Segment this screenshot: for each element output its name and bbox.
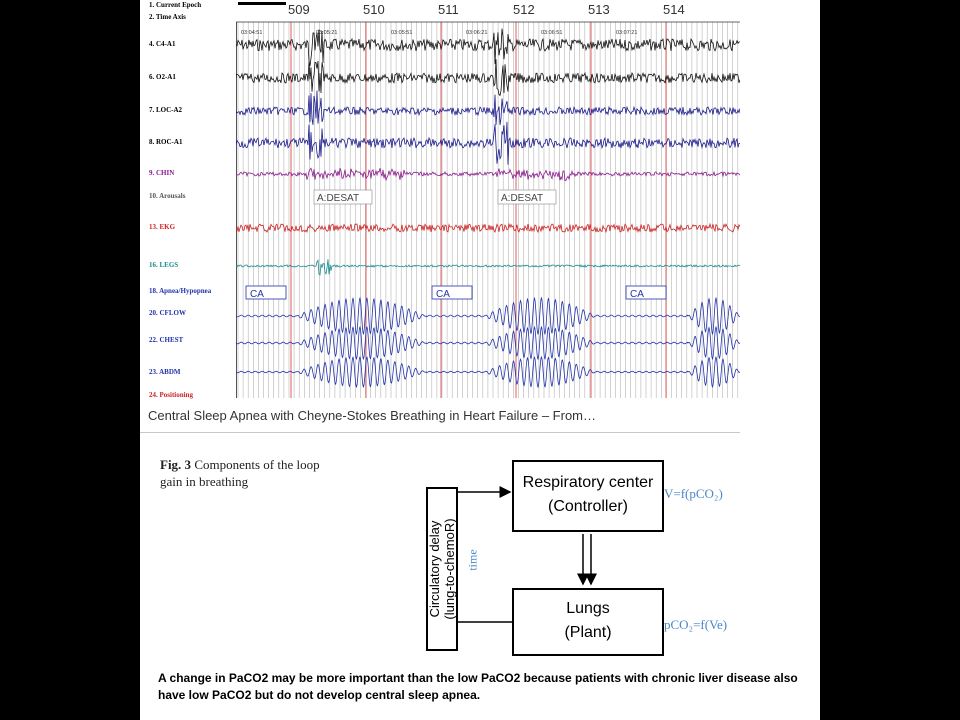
controller-subtitle: (Controller) — [547, 498, 628, 515]
channel-label: 13. EKG — [149, 223, 176, 231]
delay-subtitle: (lung-to-chemoR) — [442, 518, 457, 620]
delay-title: Circulatory delay — [427, 520, 442, 618]
pco2-formula: pCO₂=f(Ve) — [664, 617, 728, 632]
channel-label: 7. LOC-A2 — [149, 106, 183, 114]
channel-label: 10. Arousals — [149, 192, 186, 200]
time-stamp: 03:06:21 — [466, 30, 488, 36]
circulatory-delay-text — [427, 518, 457, 619]
central-apnea-label: CA — [436, 289, 450, 300]
figure-label: Fig. 3 — [160, 457, 192, 472]
channel-label: 2. Time Axis — [149, 13, 186, 21]
epoch-number: 509 — [288, 2, 310, 17]
channel-label: 23. ABDM — [149, 368, 181, 376]
channel-label: 18. Apnea/Hypopnea — [149, 287, 212, 295]
lungs-box — [512, 588, 664, 656]
time-stamp: 03:05:51 — [391, 30, 413, 36]
channel-label: 6. O2-A1 — [149, 73, 176, 81]
epoch-number: 514 — [663, 2, 685, 17]
plant-title: Lungs — [566, 600, 610, 617]
central-apnea-label: CA — [630, 289, 644, 300]
polysomnography-recording — [146, 0, 740, 398]
time-stamp: 03:06:51 — [541, 30, 563, 36]
ventilation-formula: V=f(pCO₂) — [664, 486, 723, 501]
psg-trace-area — [236, 0, 740, 398]
time-stamp: 03:04:51 — [241, 30, 263, 36]
figure-title: Components of the loop gain in breathing — [160, 457, 320, 489]
channel-label: 20. CFLOW — [149, 309, 186, 317]
slide — [140, 0, 820, 720]
central-apnea-label: CA — [250, 289, 264, 300]
channel-label: 4. C4-A1 — [149, 40, 176, 48]
channel-label: 1. Current Epoch — [149, 1, 202, 9]
figure-caption — [160, 456, 320, 490]
plant-subtitle: (Plant) — [564, 624, 612, 641]
footnote-text: A change in PaCO2 may be more important than the low PaCO2 because patients with chronic liver disease also have low PaCO2 but do not develop central sleep apnea. — [158, 671, 798, 702]
epoch-number: 512 — [513, 2, 535, 17]
time-label: time — [465, 549, 480, 571]
image-caption: Central Sleep Apnea with Cheyne-Stokes Breathing in Heart Failure – From… — [148, 408, 596, 423]
circulatory-delay-box — [426, 487, 458, 651]
channel-label: 9. CHIN — [149, 169, 175, 177]
time-stamp: 03:07:21 — [616, 30, 638, 36]
channel-label-column — [146, 0, 237, 398]
desat-label: A:DESAT — [501, 193, 544, 204]
channel-label: 8. ROC-A1 — [149, 138, 183, 146]
current-epoch-bar — [238, 2, 286, 5]
channel-label: 16. LEGS — [149, 261, 179, 269]
desat-label: A:DESAT — [317, 193, 360, 204]
epoch-number: 510 — [363, 2, 385, 17]
channel-label: 22. CHEST — [149, 336, 184, 344]
epoch-number: 513 — [588, 2, 610, 17]
epoch-number: 511 — [438, 2, 459, 17]
image-caption-bar — [140, 400, 740, 433]
controller-title: Respiratory center — [522, 474, 654, 491]
channel-label: 24. Positioning — [149, 391, 193, 399]
respiratory-center-box — [512, 460, 664, 532]
time-stamp: 03:05:21 — [316, 30, 338, 36]
